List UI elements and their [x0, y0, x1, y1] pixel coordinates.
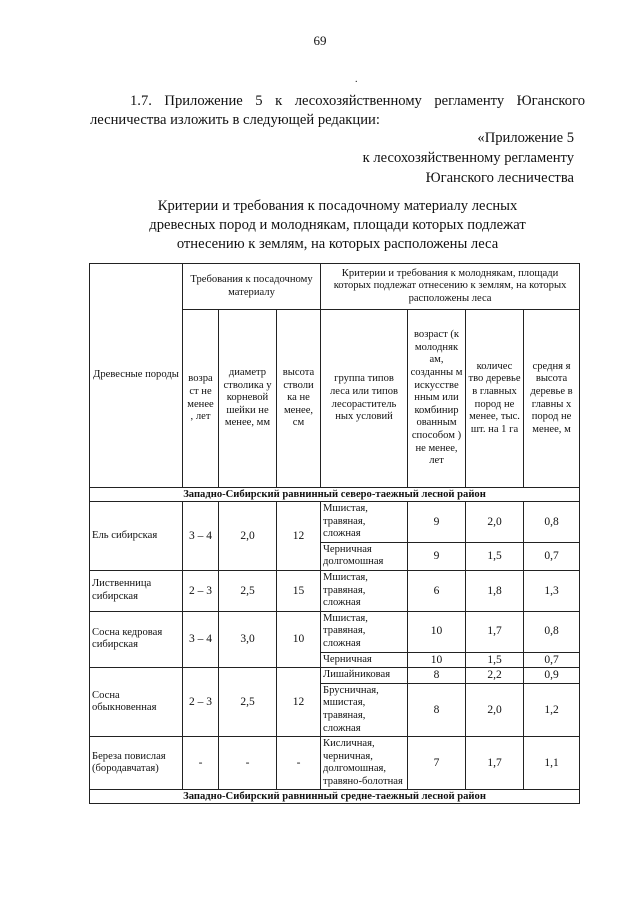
young-age-cell: 9	[408, 502, 466, 543]
zone-title: Западно-Сибирский равнинный средне-таежный лесной район	[90, 790, 580, 804]
species-name: Ель сибирская	[90, 502, 183, 571]
forest-group-cell: Мшистая, травяная, сложная	[321, 502, 408, 543]
avg-height-cell: 1,3	[524, 570, 580, 611]
tree-count-cell: 1,7	[466, 611, 524, 652]
species-name: Береза повислая (бородавчатая)	[90, 737, 183, 790]
forest-group-cell: Черничная	[321, 652, 408, 668]
height-cell: 10	[277, 611, 321, 667]
avg-height-cell: 1,2	[524, 683, 580, 736]
diameter-cell: 3,0	[219, 611, 277, 667]
age-cell: 3 – 4	[183, 502, 219, 571]
tree-count-cell: 1,5	[466, 542, 524, 570]
height-cell: 12	[277, 502, 321, 571]
species-name: Сосна кедровая сибирская	[90, 611, 183, 667]
forest-group-cell: Мшистая, травяная, сложная	[321, 611, 408, 652]
header-young-stands: Критерии и требования к молоднякам, площади которых подлежат отнесению к землям, на которых расположены леса	[321, 264, 580, 310]
diameter-cell: -	[219, 737, 277, 790]
avg-height-cell: 0,8	[524, 611, 580, 652]
avg-height-cell: 0,8	[524, 502, 580, 543]
diameter-cell: 2,5	[219, 570, 277, 611]
page-number: 69	[313, 33, 327, 48]
criteria-table	[89, 263, 580, 804]
appendix-line-3: Юганского лесничества	[425, 170, 574, 186]
appendix-line-2: к лесохозяйственному регламенту	[362, 150, 574, 166]
document-title	[90, 197, 585, 254]
table-row	[90, 668, 580, 684]
table-row	[90, 570, 580, 611]
tree-count-cell: 2,0	[466, 683, 524, 736]
young-age-cell: 10	[408, 611, 466, 652]
header-age: возра ст не менее , лет	[183, 310, 219, 488]
forest-group-cell: Кисличная, черничная, долгомошная, травяно-болотная	[321, 737, 408, 790]
avg-height-cell: 0,7	[524, 652, 580, 668]
young-age-cell: 9	[408, 542, 466, 570]
zone-row	[90, 790, 580, 804]
header-forest-group: группа типов леса или типов лесораститель ных условий	[321, 310, 408, 488]
height-cell: -	[277, 737, 321, 790]
tree-count-cell: 1,8	[466, 570, 524, 611]
avg-height-cell: 1,1	[524, 737, 580, 790]
species-name: Лиственница сибирская	[90, 570, 183, 611]
forest-group-cell: Брусничная, мшистая, травяная, сложная	[321, 683, 408, 736]
height-cell: 12	[277, 668, 321, 737]
intro-line-2: лесничества изложить в следующей редакции:	[90, 112, 380, 128]
header-height: высота стволи ка не менее, см	[277, 310, 321, 488]
young-age-cell: 8	[408, 668, 466, 684]
appendix-heading	[363, 128, 574, 188]
height-cell: 15	[277, 570, 321, 611]
stray-dot: .	[355, 74, 358, 85]
title-line-3: отнесению к землям, на которых расположены леса	[176, 236, 499, 252]
avg-height-cell: 0,9	[524, 668, 580, 684]
tree-count-cell: 2,2	[466, 668, 524, 684]
header-planting-material: Требования к посадочному материалу	[183, 264, 321, 310]
young-age-cell: 10	[408, 652, 466, 668]
table-row	[90, 502, 580, 543]
header-diameter: диаметр стволика у корневой шейки не менее, мм	[219, 310, 277, 488]
young-age-cell: 6	[408, 570, 466, 611]
avg-height-cell: 0,7	[524, 542, 580, 570]
table-row	[90, 611, 580, 652]
title-line-1: Критерии и требования к посадочному материалу лесных	[157, 198, 518, 214]
age-cell: 2 – 3	[183, 668, 219, 737]
young-age-cell: 7	[408, 737, 466, 790]
tree-count-cell: 2,0	[466, 502, 524, 543]
tree-count-cell: 1,5	[466, 652, 524, 668]
young-age-cell: 8	[408, 683, 466, 736]
zone-title: Западно-Сибирский равнинный северо-таежный лесной район	[90, 488, 580, 502]
age-cell: 3 – 4	[183, 611, 219, 667]
intro-paragraph	[90, 92, 585, 130]
header-tree-count: количес тво деревье в главных пород не менее, тыс. шт. на 1 га	[466, 310, 524, 488]
appendix-line-1: «Приложение 5	[477, 130, 574, 146]
header-young-age: возраст (к молодняк ам, созданны м искусстве нным или комбинир ованным способом ) не менее, лет	[408, 310, 466, 488]
species-name: Сосна обыкновенная	[90, 668, 183, 737]
forest-group-cell: Мшистая, травяная, сложная	[321, 570, 408, 611]
header-species: Древесные породы	[90, 264, 183, 488]
forest-group-cell: Черничная долгомошная	[321, 542, 408, 570]
age-cell: 2 – 3	[183, 570, 219, 611]
title-line-2: древесных пород и молоднякам, площади которых подлежат	[149, 217, 526, 233]
diameter-cell: 2,0	[219, 502, 277, 571]
forest-group-cell: Лишайниковая	[321, 668, 408, 684]
age-cell: -	[183, 737, 219, 790]
header-avg-height: средня я высота деревье в главны х пород не менее, м	[524, 310, 580, 488]
intro-line-1: 1.7. Приложение 5 к лесохозяйственному регламенту Юганского	[130, 93, 585, 109]
zone-row	[90, 488, 580, 502]
table-row	[90, 737, 580, 790]
tree-count-cell: 1,7	[466, 737, 524, 790]
diameter-cell: 2,5	[219, 668, 277, 737]
